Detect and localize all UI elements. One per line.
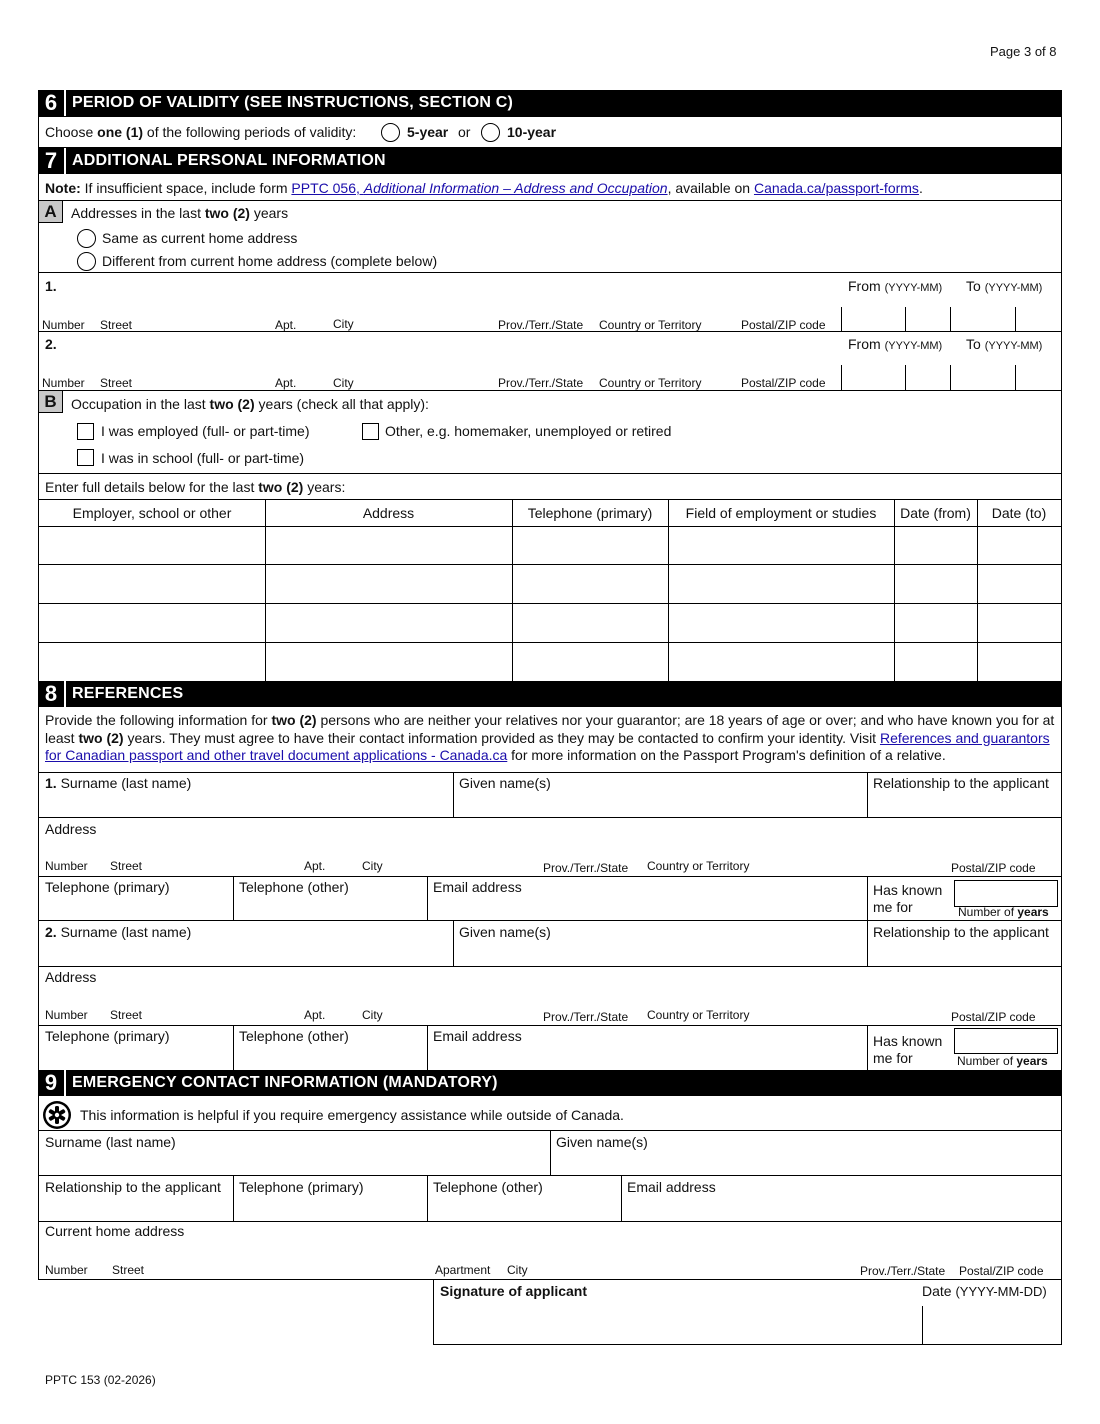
note-label: Note: [45, 180, 81, 196]
col-line [233, 1025, 234, 1070]
part-b-label [71, 396, 429, 412]
ref-2-tel-other-label: Telephone (other) [239, 1028, 349, 1044]
details-prompt [45, 479, 345, 495]
ref-1-known-label-1: Has known [873, 882, 943, 898]
addr-label-prov: Prov./Terr./State [860, 1264, 946, 1278]
years-label-bold: years [1017, 905, 1049, 919]
part-b-letter: B [39, 391, 63, 413]
ref-2-known-label-1: Has known [873, 1033, 943, 1049]
addr-label-city: City [362, 1008, 383, 1022]
date-box-line [950, 365, 951, 390]
ref-1-tel-primary-label: Telephone (primary) [45, 879, 170, 895]
from-label: From [848, 336, 881, 352]
ref-1-number: 1. [45, 775, 57, 791]
divider [38, 272, 1062, 273]
col-line [867, 772, 868, 817]
section-8-header [38, 681, 1062, 707]
to-format: (YYYY-MM) [984, 340, 1043, 352]
ref-2-relationship-label: Relationship to the applicant [873, 924, 1049, 940]
ref-2-surname-label [45, 924, 191, 940]
radio-different-address[interactable] [77, 252, 96, 271]
validity-prompt-pre: Choose [45, 124, 98, 140]
table-row-line [38, 642, 1062, 643]
label-same-address: Same as current home address [102, 230, 298, 246]
section-7-header [38, 148, 1062, 174]
section-8-title: REFERENCES [72, 685, 184, 702]
label-different-address: Different from current home address (complete below) [102, 253, 438, 269]
years-label-pre: Number of [958, 905, 1018, 919]
col-line [233, 1175, 234, 1221]
ref-2-address-label: Address [45, 969, 97, 985]
radio-5-year[interactable] [381, 123, 400, 142]
addr-label-city: City [362, 859, 383, 873]
addr-label-street: Street [100, 376, 133, 390]
addr-label-street: Street [100, 318, 133, 332]
divider [38, 966, 1062, 967]
intro-bold: two (2) [271, 712, 317, 728]
ref-1-given-label: Given name(s) [459, 775, 551, 791]
signature-right-border [1061, 1279, 1062, 1345]
addr-label-apt: Apt. [304, 1008, 326, 1022]
date-box-line [1015, 365, 1016, 390]
part-b-label-post: years (check all that apply): [254, 396, 429, 412]
ref-2-years-input[interactable] [954, 1028, 1058, 1054]
col-line [453, 920, 454, 966]
label-school: I was in school (full- or part-time) [101, 450, 305, 466]
divider [38, 331, 1062, 332]
addr-label-city: City [333, 317, 354, 331]
addr-label-street: Street [112, 1263, 145, 1277]
intro-text: persons who are neither your relatives nor your guarantor; are 18 years of age or over; and who have known you for at least [45, 712, 1055, 746]
years-label-pre: Number of [957, 1054, 1017, 1068]
table-col-line [977, 499, 978, 681]
col-line [453, 772, 454, 817]
checkbox-other[interactable] [362, 423, 379, 440]
divider [38, 876, 1062, 877]
checkbox-school[interactable] [77, 449, 94, 466]
table-col-line [265, 499, 266, 681]
addr-label-prov: Prov./Terr./State [543, 861, 629, 875]
ref-1-email-label: Email address [433, 879, 522, 895]
validity-prompt-post: of the following periods of validity: [143, 124, 357, 140]
section-6-header [38, 90, 1062, 116]
col-line [233, 876, 234, 920]
col-line [550, 1130, 551, 1175]
col-line [427, 1175, 428, 1221]
date-box-line [841, 307, 842, 332]
part-a-letter: A [39, 201, 63, 223]
ref-1-relationship-label: Relationship to the applicant [873, 775, 1049, 791]
addr-label-apt: Apt. [275, 376, 297, 390]
to-label: To [966, 336, 981, 352]
section-6-number: 6 [38, 90, 66, 116]
emergency-tel-primary-label: Telephone (primary) [239, 1179, 364, 1195]
addr-label-country: Country or Territory [599, 376, 702, 390]
emergency-surname-label: Surname (last name) [45, 1134, 176, 1150]
signature-field[interactable] [433, 1300, 922, 1344]
table-header-address: Address [362, 505, 415, 521]
divider [38, 1025, 1062, 1026]
addr-label-city: City [333, 376, 354, 390]
divider [38, 772, 1062, 773]
form-code: PPTC 153 (02-2026) [45, 1373, 156, 1387]
divider [38, 1279, 1062, 1280]
page-number: Page 3 of 8 [990, 44, 1057, 59]
addr-label-number: Number [45, 1008, 88, 1022]
to-format: (YYYY-MM) [984, 282, 1043, 294]
addr-label-apartment: Apartment [435, 1263, 491, 1277]
emergency-info-text: This information is helpful if you require emergency assistance while outside of Canada. [80, 1107, 624, 1123]
address-2-to [966, 336, 1042, 354]
details-prompt-post: years: [303, 479, 346, 495]
checkbox-employed[interactable] [77, 423, 94, 440]
addr-label-apt: Apt. [275, 318, 297, 332]
ref-2-given-label: Given name(s) [459, 924, 551, 940]
table-col-line [668, 499, 669, 681]
radio-10-year[interactable] [481, 123, 500, 142]
part-b-label-bold: two (2) [209, 396, 255, 412]
details-prompt-pre: Enter full details below for the last [45, 479, 259, 495]
addr-label-country: Country or Territory [647, 859, 750, 873]
s7-right-border [1061, 174, 1062, 681]
intro-bold: two (2) [78, 729, 124, 746]
s7-left-border [38, 174, 39, 681]
label-employed: I was employed (full- or part-time) [101, 423, 310, 439]
table-header-telephone: Telephone (primary) [527, 505, 653, 521]
address-1-from [848, 278, 942, 296]
signature-label: Signature of applicant [440, 1283, 588, 1299]
radio-same-address[interactable] [77, 229, 96, 248]
table-header-employer: Employer, school or other [72, 505, 232, 521]
link-pptc-056-code: PPTC 056, [291, 180, 364, 196]
ref-2-surname-text: Surname (last name) [56, 924, 192, 940]
ref-1-years-label [958, 906, 1049, 919]
s9-left-border [38, 1096, 39, 1279]
addr-label-postal: Postal/ZIP code [741, 318, 826, 332]
ref-1-surname-text: Surname (last name) [56, 775, 192, 791]
part-a-label-bold: two (2) [204, 205, 250, 221]
table-col-line [894, 499, 895, 681]
signature-date-label [922, 1283, 1047, 1300]
addr-label-apt: Apt. [304, 859, 326, 873]
table-header-date-from: Date (from) [900, 505, 971, 521]
table-col-line [512, 499, 513, 681]
medical-star-icon [42, 1100, 72, 1130]
references-intro [45, 712, 1055, 765]
emergency-tel-other-label: Telephone (other) [433, 1179, 543, 1195]
ref-1-years-input[interactable] [954, 880, 1058, 907]
ref-1-address-label: Address [45, 821, 97, 837]
years-label-bold: years [1016, 1054, 1048, 1068]
ref-2-known-label-2: me for [873, 1050, 913, 1066]
note-mid: , available on [667, 180, 754, 196]
addr-label-number: Number [42, 376, 85, 390]
note-pre: If insufficient space, include form [80, 180, 292, 196]
section-9-number: 9 [38, 1070, 66, 1096]
col-line [867, 920, 868, 966]
address-1-number: 1. [45, 278, 57, 294]
part-a-label-pre: Addresses in the last [71, 205, 205, 221]
date-box-line [905, 365, 906, 390]
label-or: or [458, 124, 471, 140]
link-passport-forms[interactable]: Canada.ca/passport-forms [753, 180, 919, 196]
col-line [621, 1175, 622, 1221]
section-9-header [38, 1070, 1062, 1096]
ref-2-tel-primary-label: Telephone (primary) [45, 1028, 170, 1044]
addr-label-country: Country or Territory [599, 318, 702, 332]
ref-2-email-label: Email address [433, 1028, 522, 1044]
col-line [427, 876, 428, 920]
table-row-line [38, 603, 1062, 604]
table-row-line [38, 526, 1062, 527]
divider [38, 920, 1062, 921]
ref-2-number: 2. [45, 924, 57, 940]
table-header-date-to: Date (to) [991, 505, 1047, 521]
col-line [427, 1025, 428, 1070]
intro-text: years. They must agree to have their contact information provided as they may be contacted to confirm your identity. Visit [123, 729, 880, 746]
address-2-number: 2. [45, 336, 57, 352]
divider [38, 390, 1062, 391]
addr-label-postal: Postal/ZIP code [951, 861, 1036, 875]
ref-1-tel-other-label: Telephone (other) [239, 879, 349, 895]
part-a-label-post: years [249, 205, 289, 221]
addr-label-number: Number [45, 859, 88, 873]
label-10-year: 10-year [507, 124, 557, 140]
table-row-line [38, 564, 1062, 565]
label-other: Other, e.g. homemaker, unemployed or retired [385, 423, 672, 439]
part-a-label [71, 205, 288, 221]
s7-note [45, 180, 923, 196]
emergency-email-label: Email address [627, 1179, 716, 1195]
addr-label-prov: Prov./Terr./State [498, 376, 584, 390]
addr-label-street: Street [110, 1008, 143, 1022]
emergency-given-label: Given name(s) [556, 1134, 648, 1150]
validity-prompt-bold: one (1) [97, 124, 144, 140]
from-format: (YYYY-MM) [884, 340, 943, 352]
addr-label-number: Number [42, 318, 85, 332]
signature-date-field[interactable] [923, 1306, 1061, 1344]
date-format: (YYYY-MM-DD) [955, 1284, 1047, 1299]
section-6-title: PERIOD OF VALIDITY (SEE INSTRUCTIONS, SECTION C) [72, 94, 514, 111]
addr-label-city: City [507, 1263, 528, 1277]
from-label: From [848, 278, 881, 294]
intro-text: for more information on the Passport Program's definition of a relative. [507, 747, 946, 763]
s8-right-border [1061, 707, 1062, 1070]
section-9-title: EMERGENCY CONTACT INFORMATION (MANDATORY) [72, 1074, 498, 1091]
date-box-line [905, 307, 906, 332]
addr-label-prov: Prov./Terr./State [498, 318, 584, 332]
details-prompt-bold: two (2) [258, 479, 304, 495]
ref-1-surname-label [45, 775, 191, 791]
date-label: Date [922, 1283, 952, 1299]
s9-right-border [1061, 1096, 1062, 1279]
divider [38, 1221, 1062, 1222]
date-box-line [1015, 307, 1016, 332]
addr-label-prov: Prov./Terr./State [543, 1010, 629, 1024]
ref-1-known-label-2: me for [873, 899, 913, 915]
validity-prompt [45, 124, 356, 140]
date-box-line [841, 365, 842, 390]
to-label: To [966, 278, 981, 294]
col-line [867, 876, 868, 920]
link-pptc-056-title: Additional Information – Address and Occupation [363, 180, 668, 196]
link-pptc-056[interactable] [291, 180, 667, 196]
label-5-year: 5-year [407, 124, 449, 140]
intro-text: Provide the following information for [45, 712, 272, 728]
divider [38, 200, 1062, 201]
addr-label-country: Country or Territory [647, 1008, 750, 1022]
divider [38, 473, 1062, 474]
addr-label-number: Number [45, 1263, 88, 1277]
signature-bottom-border [433, 1344, 1062, 1345]
addr-label-postal: Postal/ZIP code [959, 1264, 1044, 1278]
addr-label-postal: Postal/ZIP code [951, 1010, 1036, 1024]
addr-label-street: Street [110, 859, 143, 873]
divider [38, 1175, 1062, 1176]
note-end: . [918, 180, 923, 196]
section-8-number: 8 [38, 681, 66, 707]
ref-2-years-label [957, 1055, 1048, 1068]
s8-left-border [38, 707, 39, 1070]
from-format: (YYYY-MM) [884, 282, 943, 294]
emergency-relationship-label: Relationship to the applicant [45, 1179, 221, 1195]
col-line [867, 1025, 868, 1070]
address-2-from [848, 336, 942, 354]
emergency-home-address-label: Current home address [45, 1223, 185, 1239]
addr-label-postal: Postal/ZIP code [741, 376, 826, 390]
part-b-label-pre: Occupation in the last [71, 396, 210, 412]
divider [38, 817, 1062, 818]
table-header-field: Field of employment or studies [685, 505, 877, 521]
section-7-number: 7 [38, 148, 66, 174]
section-7-title: ADDITIONAL PERSONAL INFORMATION [72, 152, 386, 169]
link-references-guarantors[interactable]: References and guarantors for Canadian passport and other travel document applications - Canada.ca [45, 729, 1050, 763]
date-box-line [950, 307, 951, 332]
address-1-to [966, 278, 1042, 296]
